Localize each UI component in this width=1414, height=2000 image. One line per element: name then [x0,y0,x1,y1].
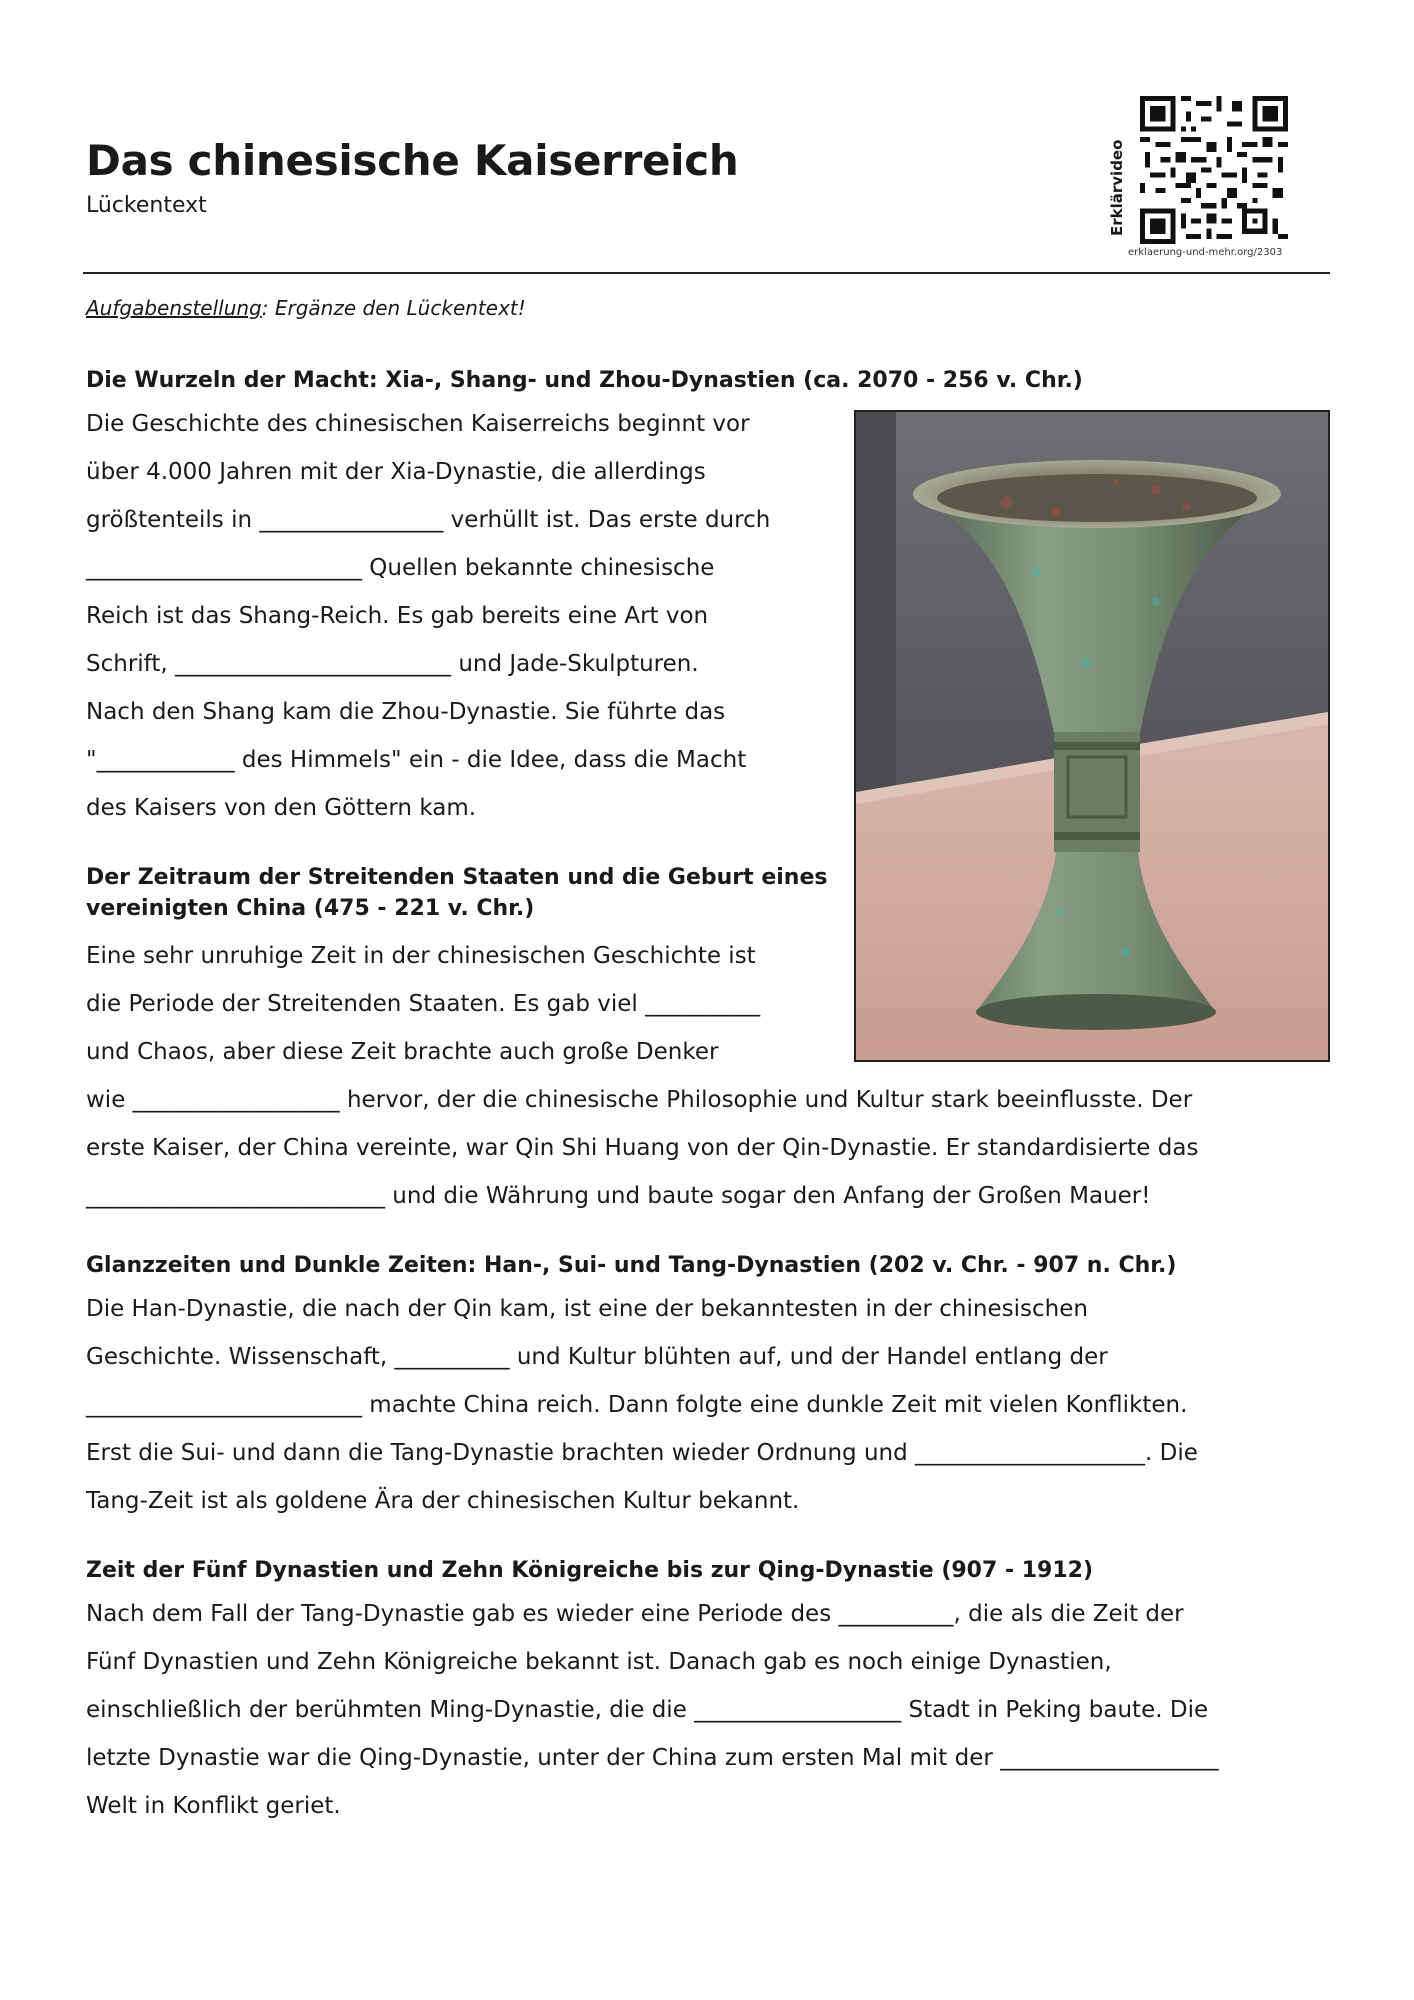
text-line-with-gap[interactable]: die Periode der Streitenden Staaten. Es gab viel __________ [86,991,761,1017]
text-line-with-gap[interactable]: __________________________ und die Währung und baute sogar den Anfang der Großen Mauer! [86,1183,1151,1209]
header-divider [83,272,1330,274]
text-line: Eine sehr unruhige Zeit in der chinesischen Geschichte ist [86,943,756,969]
qr-code[interactable] [1140,96,1288,244]
text-line-with-gap[interactable]: letzte Dynastie war die Qing-Dynastie, unter der China zum ersten Mal mit der ___________________ [86,1745,1219,1771]
text-line-with-gap[interactable]: "____________ des Himmels" ein - die Idee, dass die Macht [86,747,747,773]
page-title: Das chinesische Kaiserreich [86,136,739,185]
text-line: Die Geschichte des chinesischen Kaiserreichs beginnt vor [86,411,750,437]
text-line-with-gap[interactable]: Schrift, ________________________ und Jade-Skulpturen. [86,651,699,677]
section-heading-line: Zeit der Fünf Dynastien und Zehn Königreiche bis zur Qing-Dynastie (907 - 1912) [86,1558,1094,1583]
section-heading [86,1250,1176,1281]
qr-label-left [1100,96,1140,246]
text-line-with-gap[interactable]: Geschichte. Wissenschaft, __________ und Kultur blühten auf, und der Handel entlang der [86,1344,1108,1370]
task-text: : Ergänze den Lückentext! [261,296,526,320]
qr-label-left-text: Erklärvideo [1108,139,1126,236]
text-line: Welt in Konflikt geriet. [86,1793,341,1819]
section-paragraph [86,1285,1198,1525]
text-line-with-gap[interactable]: ________________________ Quellen bekannte chinesische [86,555,715,581]
bronze-vessel-illustration [856,412,1328,1060]
text-line: Reich ist das Shang-Reich. Es gab bereits eine Art von [86,603,709,629]
section-heading-line: vereinigten China (475 - 221 v. Chr.) [86,896,535,921]
page-subtitle: Lückentext [86,193,207,218]
section-paragraph [86,400,770,832]
section-paragraph [86,1590,1219,1830]
text-line-with-gap[interactable]: einschließlich der berühmten Ming-Dynastie, die die __________________ Stadt in Peking baute. Die [86,1697,1209,1723]
text-line-with-gap[interactable]: Nach dem Fall der Tang-Dynastie gab es wieder eine Periode des __________, die als die Zeit der [86,1601,1184,1627]
text-line-with-gap[interactable]: größtenteils in ________________ verhüllt ist. Das erste durch [86,507,771,533]
section-heading-line: Die Wurzeln der Macht: Xia-, Shang- und Zhou-Dynastien (ca. 2070 - 256 v. Chr.) [86,368,1083,393]
section-heading [86,1555,1093,1586]
section-heading-line: Glanzzeiten und Dunkle Zeiten: Han-, Sui- und Tang-Dynastien (202 v. Chr. - 907 n. Chr.) [86,1253,1177,1278]
text-line: Tang-Zeit ist als goldene Ära der chinesischen Kultur bekannt. [86,1488,800,1514]
text-line-with-gap[interactable]: Erst die Sui- und dann die Tang-Dynastie brachten wieder Ordnung und ____________________. Die [86,1440,1198,1466]
text-line: Fünf Dynastien und Zehn Königreiche bekannt ist. Danach gab es noch einige Dynastien, [86,1649,1112,1675]
text-line: Nach den Shang kam die Zhou-Dynastie. Sie führte das [86,699,726,725]
bronze-vessel-photo [854,410,1330,1062]
section-heading [86,365,1083,396]
text-line: des Kaisers von den Göttern kam. [86,795,477,821]
task-instruction [86,296,526,320]
text-line: und Chaos, aber diese Zeit brachte auch große Denker [86,1039,719,1065]
qr-url[interactable]: erklaerung-und-mehr.org/2303 [1128,247,1283,258]
text-line: erste Kaiser, der China vereinte, war Qin Shi Huang von der Qin-Dynastie. Er standardisierte das [86,1135,1199,1161]
task-label: Aufgabenstellung [86,296,262,320]
text-line: Die Han-Dynastie, die nach der Qin kam, ist eine der bekanntesten in der chinesischen [86,1296,1088,1322]
section-heading-line: Der Zeitraum der Streitenden Staaten und die Geburt eines [86,865,828,890]
text-line-with-gap[interactable]: ________________________ machte China reich. Dann folgte eine dunkle Zeit mit vielen Konflikten. [86,1392,1188,1418]
text-line-with-gap[interactable]: wie __________________ hervor, der die chinesische Philosophie und Kultur stark beeinflusste. Der [86,1087,1193,1113]
text-line: über 4.000 Jahren mit der Xia-Dynastie, die allerdings [86,459,706,485]
section-heading [86,862,827,924]
